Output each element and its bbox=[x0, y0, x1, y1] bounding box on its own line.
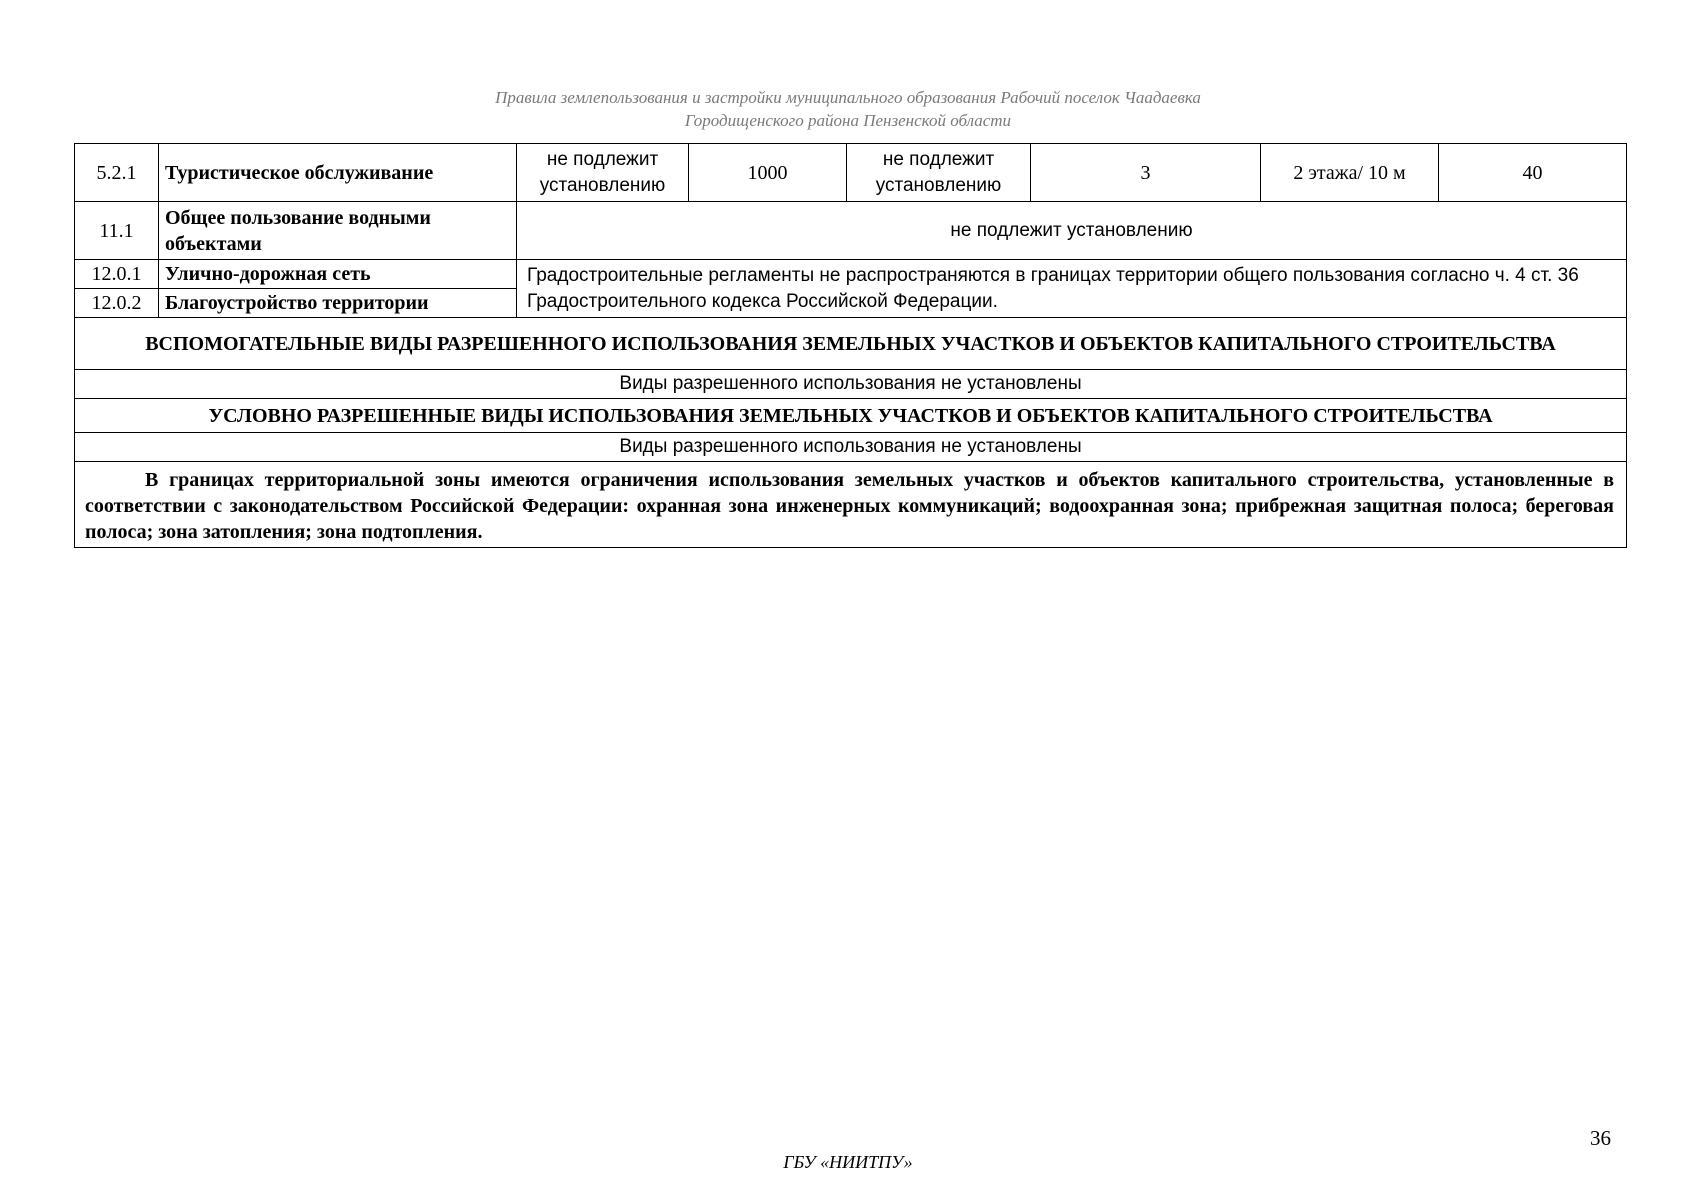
max-area-cell: 1000 bbox=[689, 144, 847, 202]
restrictions-text: В границах территориальной зоны имеются ограничения использования земельных участков и объектов капитального строительства, установленные в соответствии с законодательством Российской Федерации: охранная зона инженерных коммуникаций; водоохранная зона; прибрежная защитная полоса; береговая полоса; зона затопления; зона подтопления. bbox=[85, 469, 1614, 543]
setback-cell: не подлежит установлению bbox=[847, 144, 1031, 202]
min-area-cell: не подлежит установлению bbox=[517, 144, 689, 202]
header-line-1: Правила землепользования и застройки муниципального образования Рабочий поселок Чаадаевка bbox=[495, 88, 1201, 107]
row-name: Улично-дорожная сеть bbox=[159, 260, 517, 289]
row-name: Общее пользование водными объектами bbox=[159, 202, 517, 260]
row-value: не подлежит установлению bbox=[517, 202, 1627, 260]
row-name: Благоустройство территории bbox=[159, 289, 517, 318]
public-territory-note: Градостроительные регламенты не распространяются в границах территории общего пользования согласно ч. 4 ст. 36 Градостроительного кодекса Российской Федерации. bbox=[517, 260, 1627, 318]
table-row bbox=[75, 260, 1627, 289]
auxiliary-uses-heading: ВСПОМОГАТЕЛЬНЫЕ ВИДЫ РАЗРЕШЕННОГО ИСПОЛЬЗОВАНИЯ ЗЕМЕЛЬНЫХ УЧАСТКОВ И ОБЪЕКТОВ КАПИТАЛЬНОГО СТРОИТЕЛЬСТВА bbox=[75, 318, 1627, 370]
min-setback-cell: 3 bbox=[1031, 144, 1261, 202]
conditional-uses-value: Виды разрешенного использования не установлены bbox=[75, 433, 1627, 462]
row-code: 12.0.2 bbox=[75, 289, 159, 318]
page-footer: ГБУ «НИИТПУ» bbox=[783, 1152, 913, 1172]
table-row bbox=[75, 370, 1627, 399]
header-line-2: Городищенского района Пензенской области bbox=[684, 111, 1012, 130]
row-code: 11.1 bbox=[75, 202, 159, 260]
row-code: 5.2.1 bbox=[75, 144, 159, 202]
max-coverage-cell: 40 bbox=[1439, 144, 1627, 202]
auxiliary-uses-value: Виды разрешенного использования не установлены bbox=[75, 370, 1627, 399]
table-row bbox=[75, 462, 1627, 548]
row-code: 12.0.1 bbox=[75, 260, 159, 289]
section-heading-row bbox=[75, 318, 1627, 370]
page-header bbox=[0, 86, 1696, 132]
table-row bbox=[75, 433, 1627, 462]
page-number: 36 bbox=[1590, 1126, 1611, 1150]
conditional-uses-heading: УСЛОВНО РАЗРЕШЕННЫЕ ВИДЫ ИСПОЛЬЗОВАНИЯ ЗЕМЕЛЬНЫХ УЧАСТКОВ И ОБЪЕКТОВ КАПИТАЛЬНОГО СТРОИТЕЛЬСТВА bbox=[75, 399, 1627, 433]
restrictions-note bbox=[75, 462, 1627, 548]
table-row bbox=[75, 202, 1627, 260]
row-name: Туристическое обслуживание bbox=[159, 144, 517, 202]
table-row bbox=[75, 144, 1627, 202]
max-floors-cell: 2 этажа/ 10 м bbox=[1261, 144, 1439, 202]
regulations-table bbox=[74, 143, 1627, 548]
section-heading-row bbox=[75, 399, 1627, 433]
